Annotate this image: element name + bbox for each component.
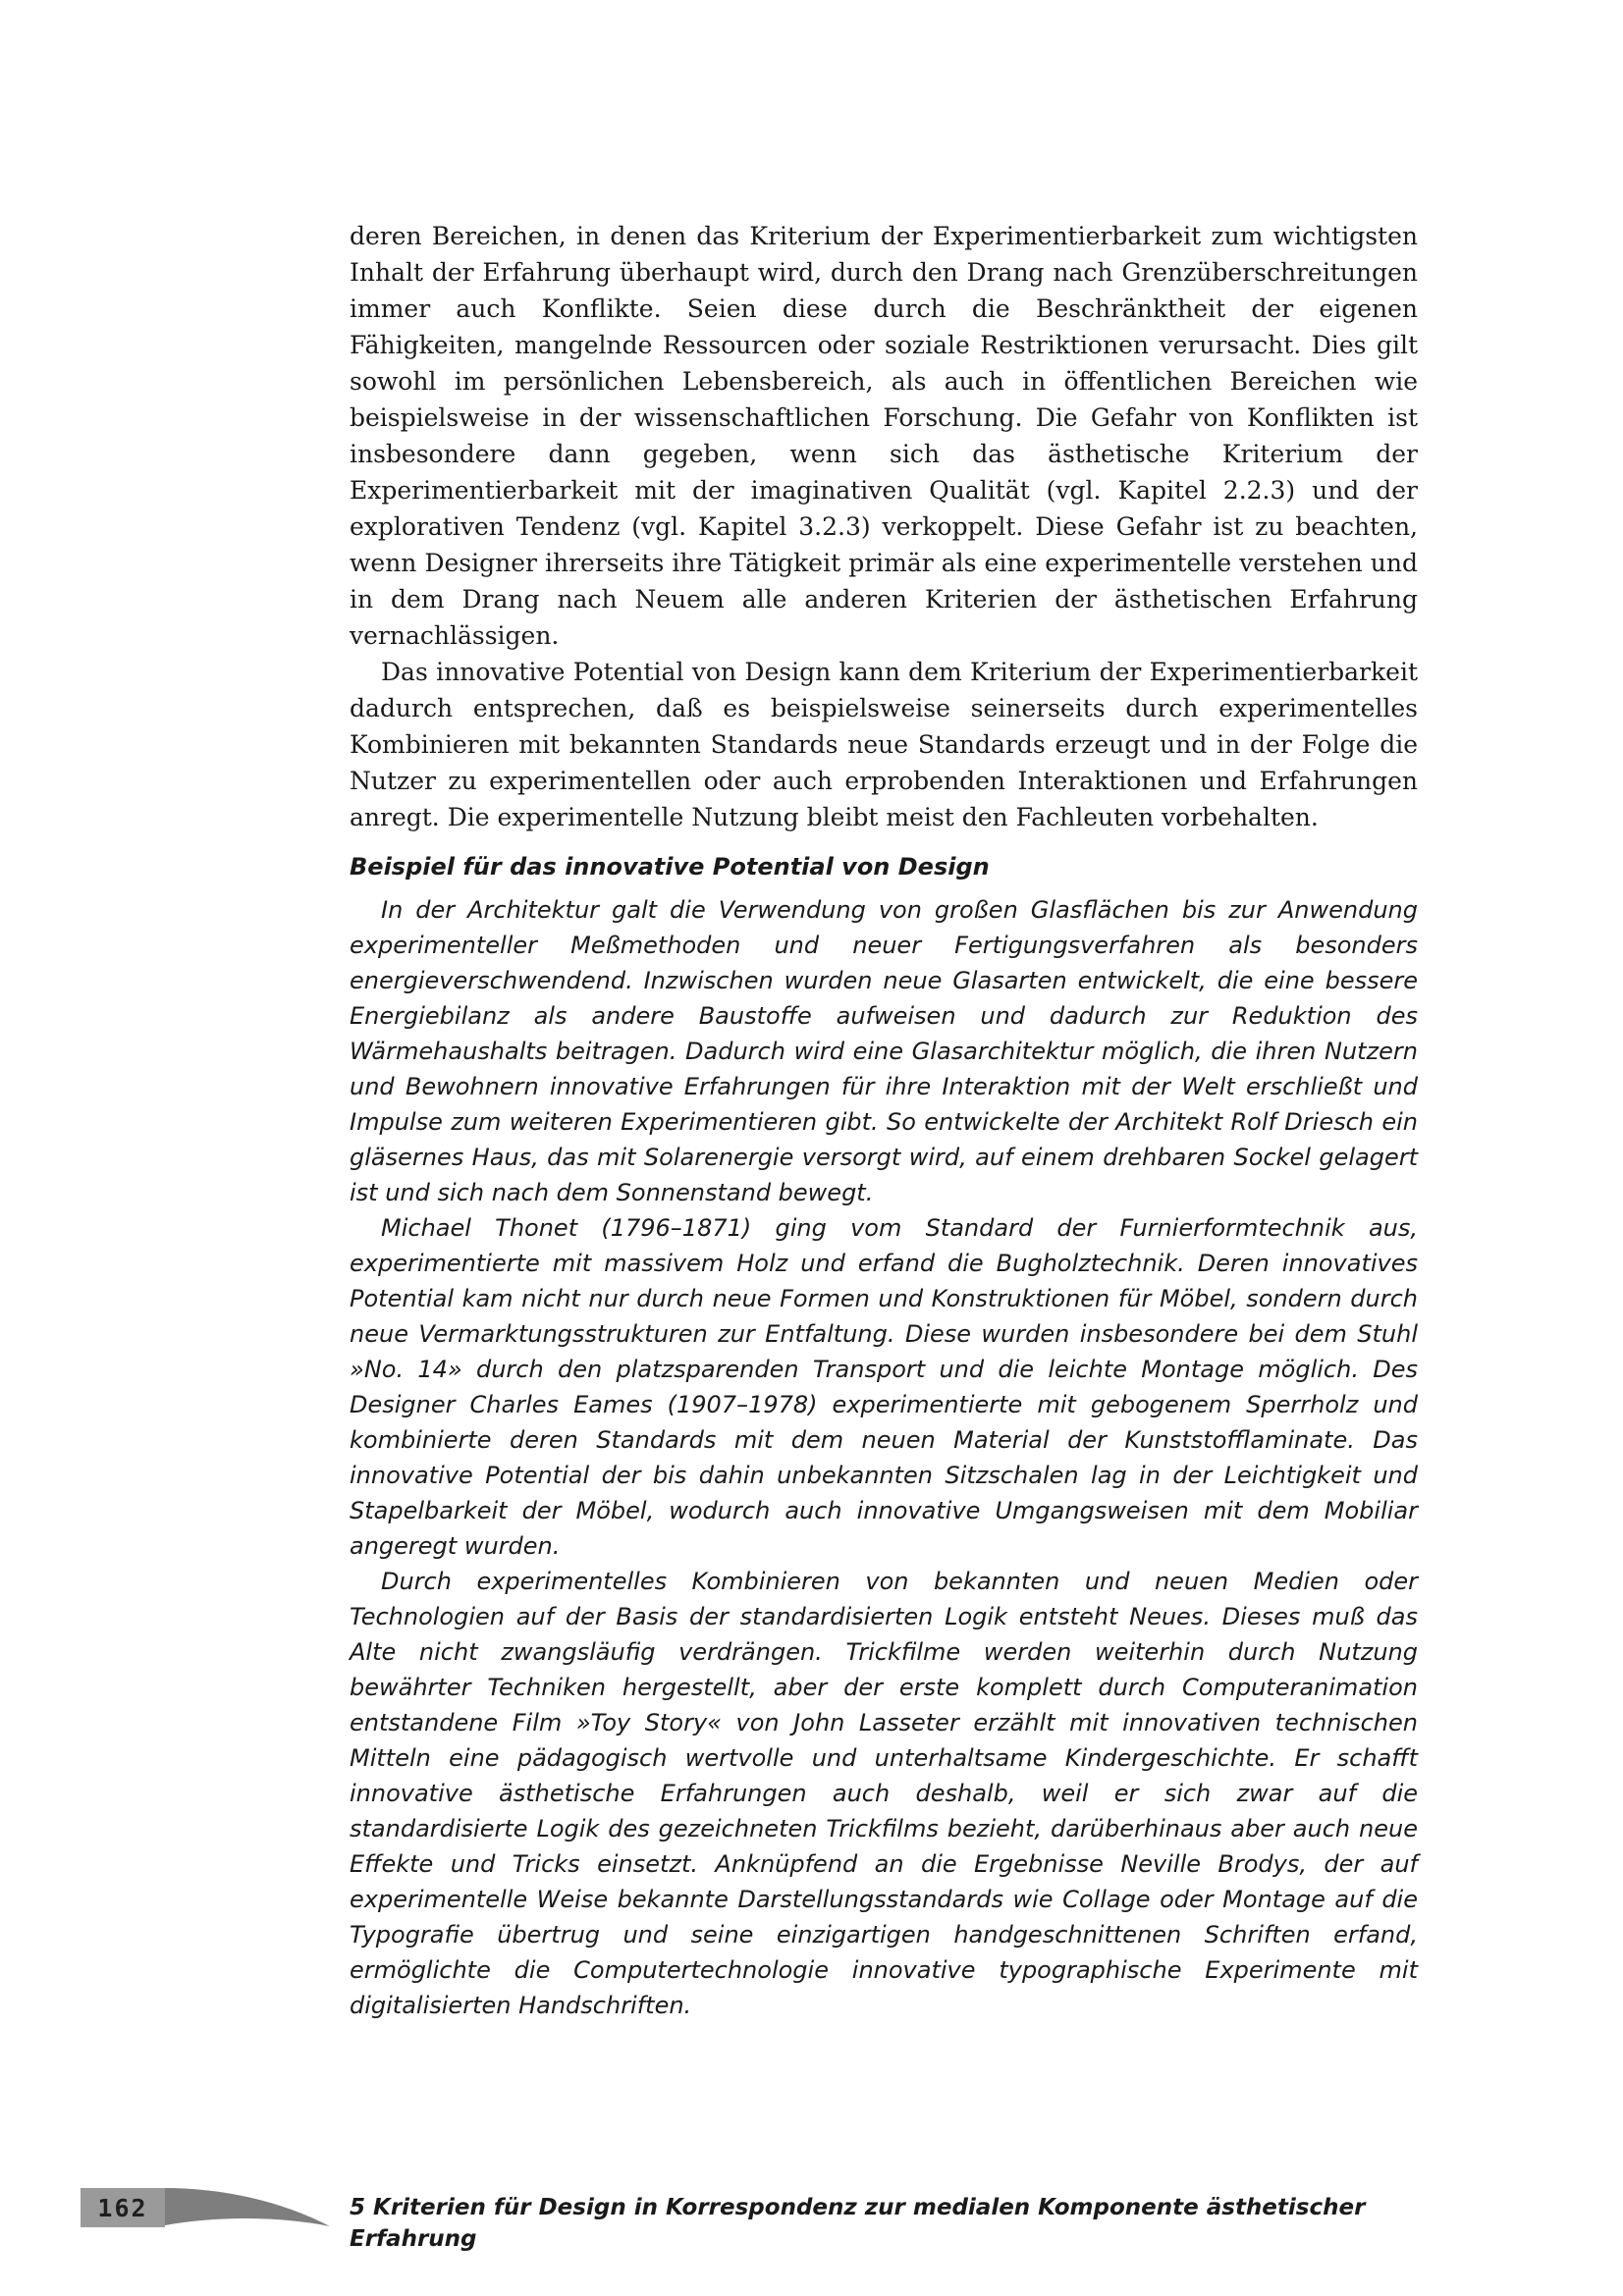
footer-swoosh-decoration [165, 2188, 330, 2227]
page-content [350, 218, 1418, 2023]
section-heading: Beispiel für das innovative Potential von Design [350, 853, 990, 881]
intro-paragraph-1: deren Bereichen, in denen das Kriterium der Experimentierbarkeit zum wichtigsten Inhalt der Erfahrung überhaupt wird, durch den Drang nach Grenzüberschreitungen immer auch Konflikte. Seien diese durch die Beschränktheit der eigenen Fähigkeiten, mangelnde Ressourcen oder soziale Restriktionen verursacht. Dies gilt sowohl im persönlichen Lebensbereich, als auch in öffentlichen Bereichen wie beispielsweise in der wissenschaftlichen Forschung. Die Gefahr von Konflikten ist insbesondere dann gegeben, wenn sich das ästhetische Kriterium der Experimentierbarkeit mit der imaginativen Qualität (vgl. Kapitel 2.2.3) und der explorativen Tendenz (vgl. Kapitel 3.2.3) verkoppelt. Diese Gefahr ist zu beachten, wenn Designer ihrerseits ihre Tätigkeit primär als eine experimentelle verstehen und in dem Drang nach Neuem alle anderen Kriterien der ästhetischen Erfahrung vernachlässigen. [350, 222, 1418, 650]
example-paragraph-1: In der Architektur galt die Verwendung von großen Glasflächen bis zur Anwendung experimenteller Meßmethoden und neuer Fertigungsverfahren als besonders energieverschwendend. Inzwischen wurden neue Glasarten entwickelt, die eine bessere Energiebilanz als andere Baustoffe aufweisen und dadurch zur Reduktion des Wärmehaushalts beitragen. Dadurch wird eine Glasarchitektur möglich, die ihren Nutzern und Bewohnern innovative Erfahrungen für ihre Interaktion mit der Welt erschließt und Impulse zum weiteren Experimentieren gibt. So entwickelte der Architekt Rolf Driesch ein gläsernes Haus, das mit Solarenergie versorgt wird, auf einem drehbaren Sockel gelagert ist und sich nach dem Sonnenstand bewegt. [350, 896, 1418, 1206]
page-footer [0, 2188, 1623, 2252]
example-paragraph-3: Durch experimentelles Kombinieren von bekannten und neuen Medien oder Technologien auf der Basis der standardisierten Logik entsteht Neues. Dieses muß das Alte nicht zwangsläufig verdrängen. Trickfilme werden weiterhin durch Nutzung bewährter Techniken hergestellt, aber der erste komplett durch Computeranimation entstandene Film »Toy Story« von John Lasseter erzählt mit innovativen technischen Mitteln eine pädagogisch wertvolle und unterhaltsame Kindergeschichte. Er schafft innovative ästhetische Erfahrungen auch deshalb, weil er sich zwar auf die standardisierte Logik des gezeichneten Trickfilms bezieht, darüberhinaus aber auch neue Effekte und Tricks einsetzt. Anknüpfend an die Ergebnisse Neville Brodys, der auf experimentelle Weise bekannte Darstellungsstandards wie Collage oder Montage auf die Typografie übertrug und seine einzigartigen handgeschnittenen Schriften erfand, ermöglichte die Computertechnologie innovative typographische Experimente mit digitalisierten Handschriften. [350, 1568, 1418, 2019]
page-number-box [81, 2188, 165, 2227]
intro-paragraph-2: Das innovative Potential von Design kann dem Kriterium der Experimentierbarkeit dadurch entsprechen, daß es beispielsweise seinerseits durch experimentelles Kombinieren mit bekannten Standards neue Standards erzeugt und in der Folge die Nutzer zu experimentellen oder auch erprobenden Interaktionen und Erfahrungen anregt. Die experimentelle Nutzung bleibt meist den Fachleuten vorbehalten. [350, 658, 1418, 831]
page-number: 162 [97, 2193, 148, 2222]
example-paragraph-2: Michael Thonet (1796–1871) ging vom Standard der Furnierformtechnik aus, experimentierte mit massivem Holz und erfand die Bugholztechnik. Deren innovatives Potential kam nicht nur durch neue Formen und Konstruktionen für Möbel, sondern durch neue Vermarktungsstrukturen zur Entfaltung. Diese wurden insbesondere bei dem Stuhl »No. 14» durch den platzsparenden Transport und die leichte Montage möglich. Des Designer Charles Eames (1907–1978) experimentierte mit gebogenem Sperrholz und kombinierte deren Standards mit dem neuen Material der Kunststofflaminate. Das innovative Potential der bis dahin unbekannten Sitzschalen lag in der Leichtigkeit und Stapelbarkeit der Möbel, wodurch auch innovative Umgangsweisen mit dem Mobiliar angeregt wurden. [350, 1214, 1418, 1560]
footer-chapter-title: 5 Kriterien für Design in Korrespondenz zur medialen Komponente ästhetischer Erfahrung [350, 2195, 1366, 2252]
